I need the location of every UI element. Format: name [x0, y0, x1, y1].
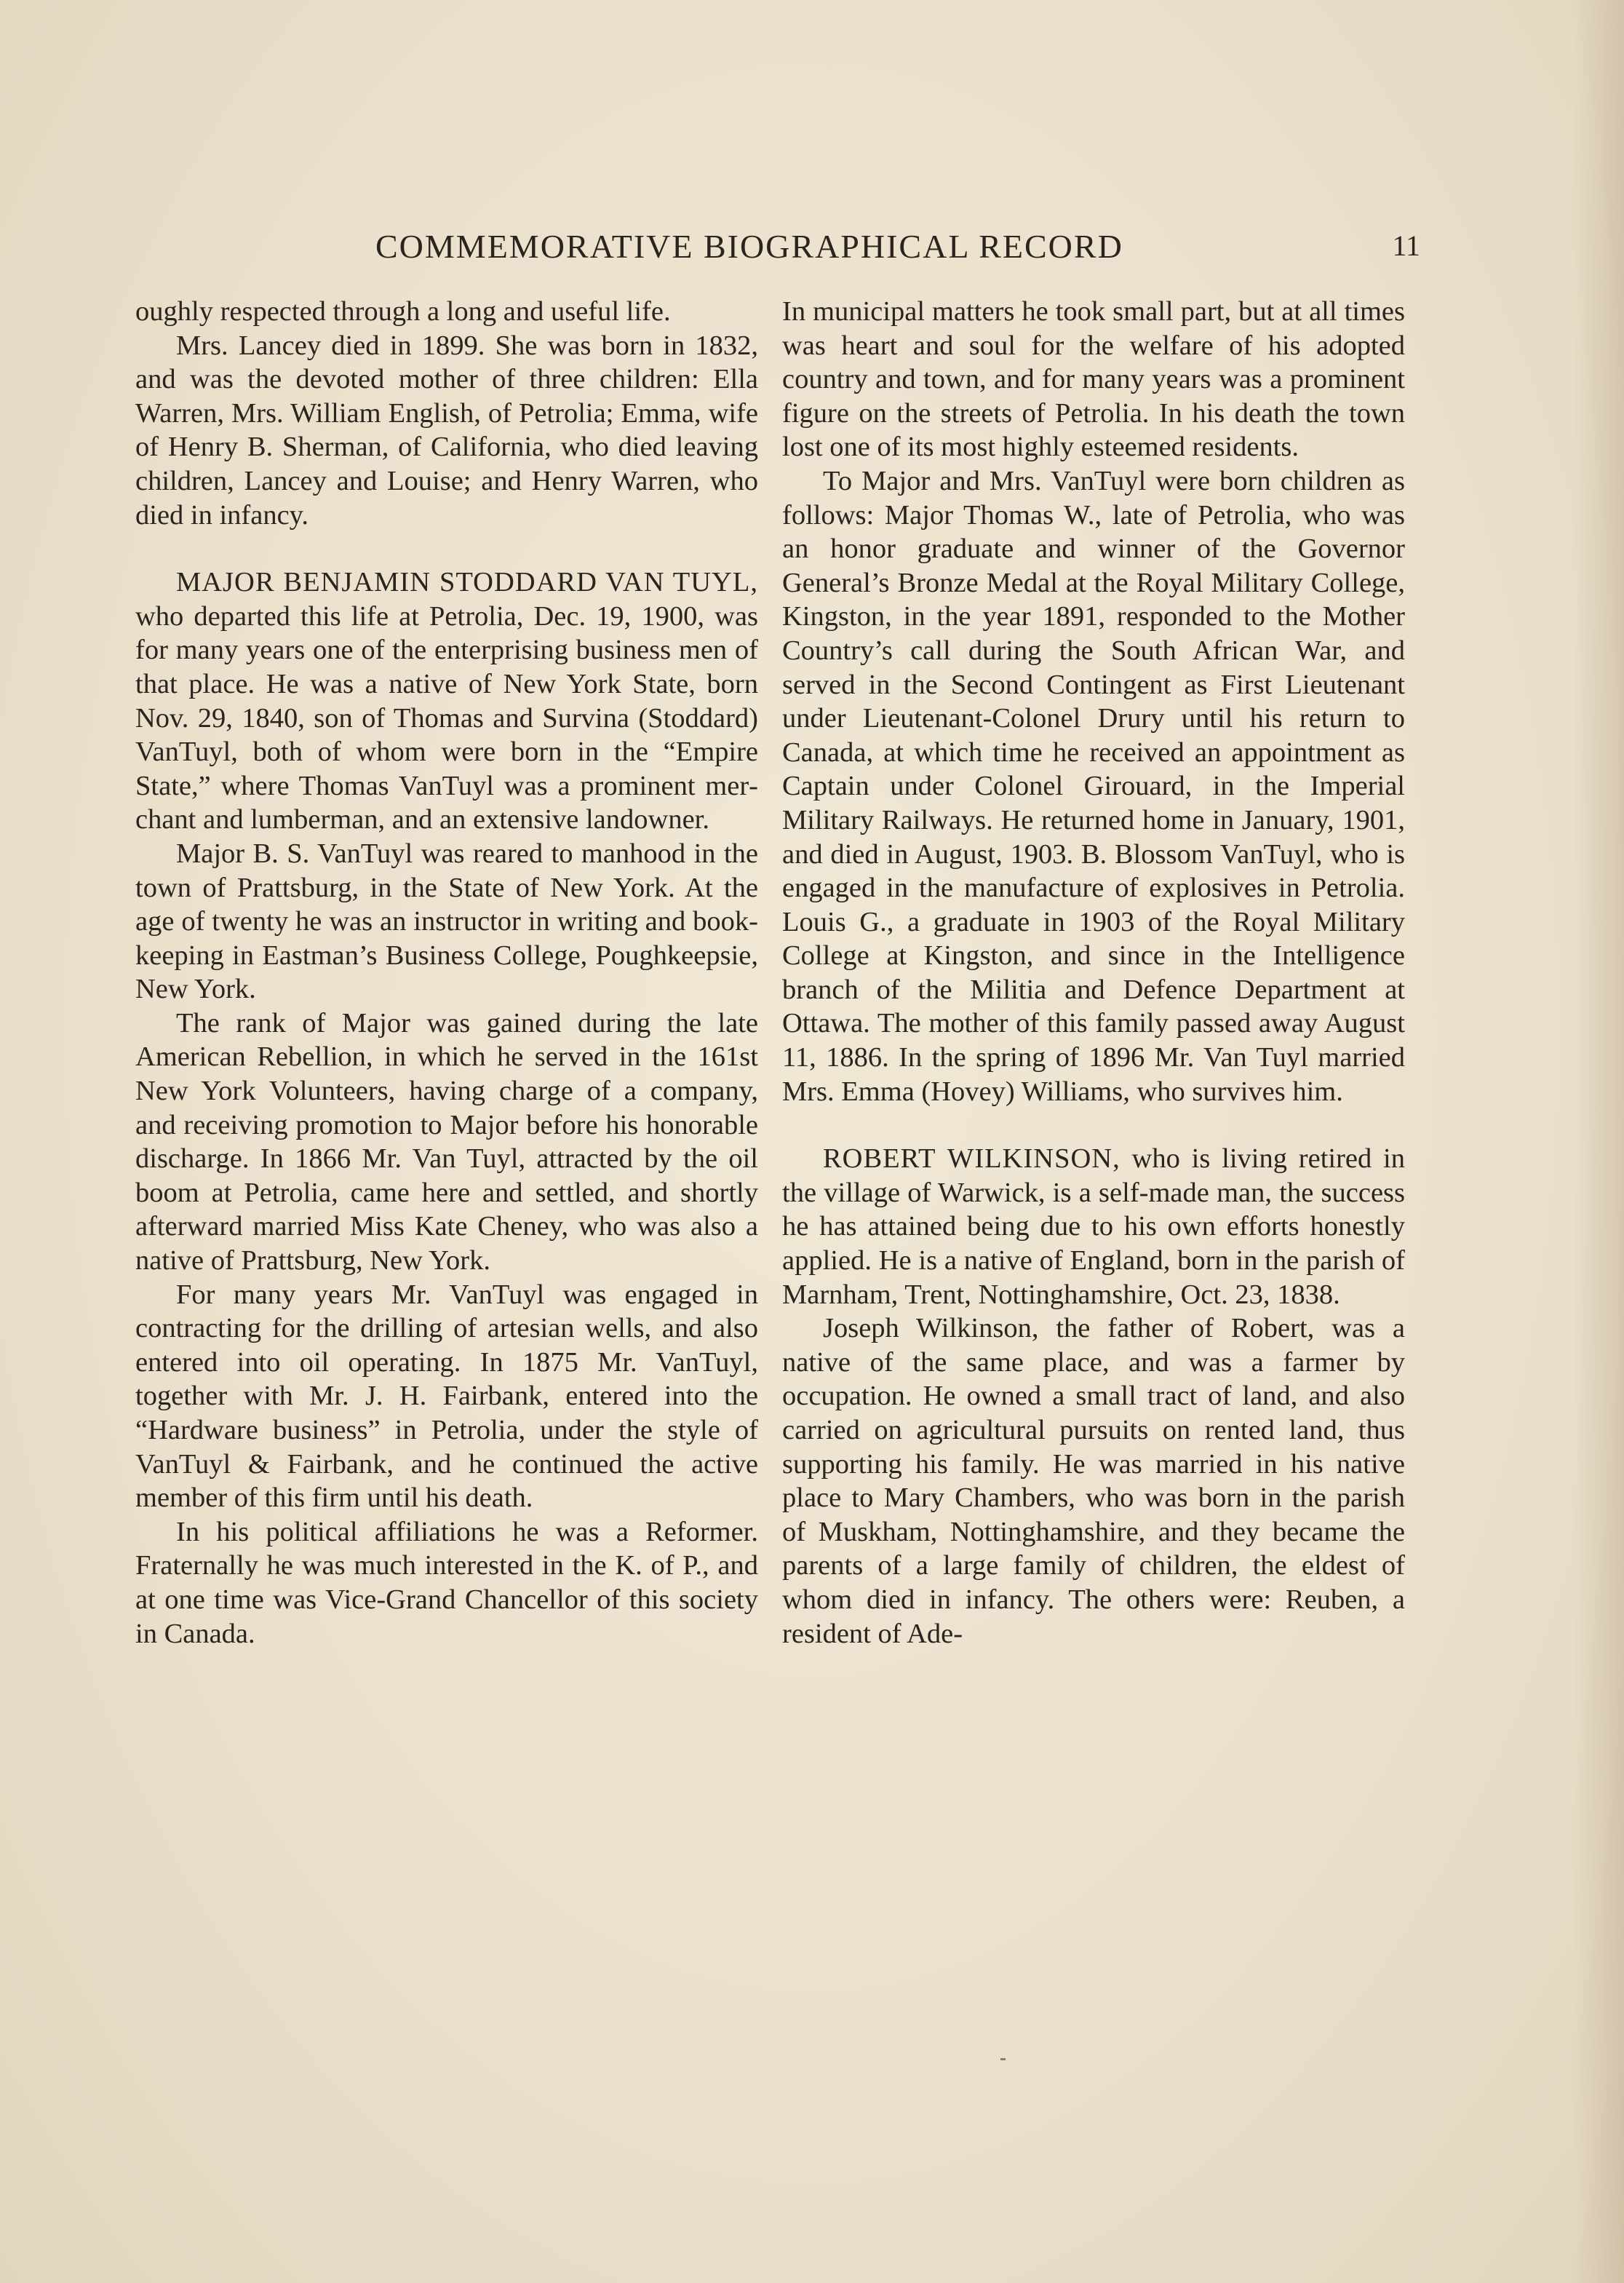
- paragraph-vantuyl-children: To Major and Mrs. VanTuyl were born children as follows: Major Thomas W., late of Petrolia, who was an honor graduate and winner of the Governor General’s Bronze Medal at the Royal Military College, Kingston, in the year 1891, responded to the Mother Country’s call during the South African War, and served in the Second Contingent as First Lieutenant under Lieutenant-Colonel Drury until his return to Canada, at which time he received an appointment as Captain under Colonel Girouard, in the Imperial Military Railways. He returned home in January, 1901, and died in August, 1903. B. Blossom VanTuyl, who is engaged in the manufacture of explosives in Petrolia. Louis G., a graduate in 1903 of the Royal Military College at Kingston, and since in the Intelligence branch of the Militia and Defence Department at Ottawa. The mother of this family passed away August 11, 1886. In the spring of 1896 Mr. Van Tuyl married Mrs. Emma (Hovey) Williams, who survives him.: [782, 465, 1405, 1107]
- paragraph-continuation: oughly respected through a long and useful life.: [135, 296, 671, 327]
- biography-wilkinson-intro: [782, 1142, 1405, 1311]
- page-edge-shadow: [1573, 0, 1624, 2283]
- right-column: [782, 295, 1405, 1651]
- paragraph-vantuyl-early-life: Major B. S. VanTuyl was reared to manhood in the town of Prattsburg, in the State of New York. At the age of twenty he was an instructor in writing and bookkeeping in Eastman’s Business College, Poughkeepsie, New York.: [135, 838, 758, 1005]
- print-mark: [1000, 2058, 1006, 2060]
- biography-vantuyl-intro: [135, 565, 758, 837]
- page-number: 11: [1392, 229, 1420, 262]
- biography-name-wilkinson: ROBERT WILKINSON,: [823, 1143, 1121, 1175]
- left-column: [135, 295, 758, 1651]
- biography-vantuyl-text: who departed this life at Petrolia, Dec. 19, 1900, was for many years one of the enterprising business men of that place. He was a native of New York State, born Nov. 29, 1840, son of Thomas and Survina (Stoddard) VanTuyl, both of whom were born in the “Empire State,” where Thomas VanTuyl was a prominent merchant and lumberman, and an extensive landowner.: [135, 600, 758, 835]
- paragraph-lancey-family: Mrs. Lancey died in 1899. She was born in 1832, and was the devoted mother of three children: Ella Warren, Mrs. William English, of Petrolia; Emma, wife of Henry B. Sherman, of California, who died leaving children, Lancey and Louise; and Henry Warren, who died in infancy.: [135, 330, 758, 531]
- running-title: COMMEMORATIVE BIOGRAPHICAL RECORD: [375, 228, 1123, 265]
- paragraph-vantuyl-municipal: In municipal matters he took small part, but at all times was heart and soul for the welfare of his adopted country and town, and for many years was a prominent figure on the streets of Petrolia. In his death the town lost one of its most highly esteemed residents.: [782, 296, 1405, 463]
- biography-name-vantuyl: MAJOR BENJAMIN STODDARD VAN TUYL,: [176, 567, 758, 598]
- paragraph-wilkinson-father: Joseph Wilkinson, the father of Robert, was a native of the same place, and was a farmer by occupation. He owned a small tract of land, and also carried on agricultural pursuits on rented land, thus supporting his family. He was married in his native place to Mary Chambers, who was born in the parish of Muskham, Nottinghamshire, and they became the parents of a large family of children, the eldest of whom died in infancy. The others were: Reuben, a resident of Ade-: [782, 1313, 1405, 1649]
- paragraph-vantuyl-military: The rank of Major was gained during the late American Rebellion, in which he served in the 161st New York Volunteers, having charge of a company, and receiving promotion to Major before his honorable discharge. In 1866 Mr. Van Tuyl, attracted by the oil boom at Petrolia, came here and settled, and shortly afterward married Miss Kate Cheney, who was also a native of Prattsburg, New York.: [135, 1007, 758, 1277]
- paragraph-vantuyl-political: In his political affiliations he was a Reformer. Fraternally he was much interested in the K. of P., and at one time was Vice-Grand Chancellor of this society in Canada.: [135, 1516, 758, 1649]
- biography-wilkinson-text: who is living retired in the village of Warwick, is a self-made man, the success he has attained being due to his own efforts honestly applied. He is a native of England, born in the parish of Marnham, Trent, Nottinghamshire, Oct. 23, 1838.: [782, 1143, 1406, 1310]
- paragraph-vantuyl-business: For many years Mr. VanTuyl was engaged in contracting for the drilling of artesian wells, and also entered into oil operating. In 1875 Mr. VanTuyl, together with Mr. J. H. Fairbank, entered into the “Hardware business” in Petrolia, under the style of VanTuyl & Fairbank, and he continued the active member of this firm until his death.: [135, 1279, 758, 1514]
- page-header: [135, 227, 1420, 271]
